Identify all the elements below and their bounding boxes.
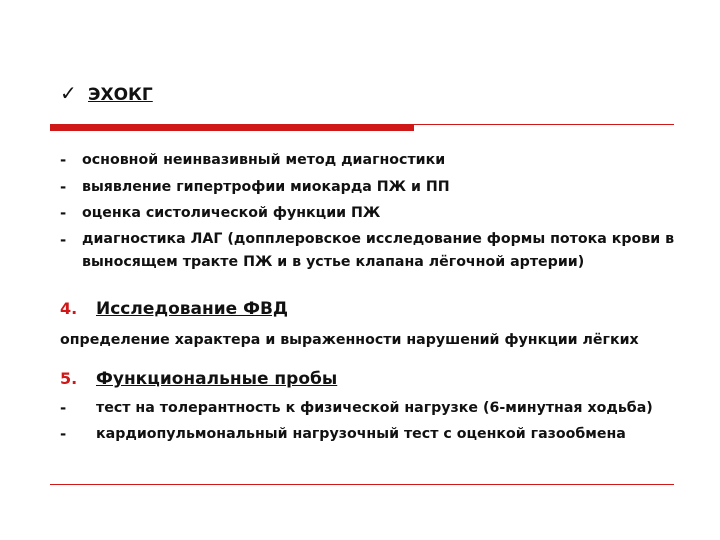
bottom-divider — [50, 484, 674, 485]
section-5-item-1: тест на толерантность к физической нагрузке (6-минутная ходьба) — [96, 400, 653, 416]
bullet-dash: - — [60, 231, 67, 249]
bullet-dash: - — [60, 425, 67, 443]
red-divider-thin — [414, 124, 674, 125]
echo-item-1: основной неинвазивный метод диагностики — [82, 152, 446, 168]
bullet-dash: - — [60, 178, 67, 196]
section-4-text: определение характера и выраженности нарушений функции лёгких — [60, 332, 639, 348]
echo-item-3: оценка систолической функции ПЖ — [82, 205, 381, 221]
echo-heading: ЭХОКГ — [88, 85, 153, 105]
echo-item-4: диагностика ЛАГ (допплеровское исследование формы потока крови в выносящем тракте ПЖ и в устье клапана лёгочной артерии) — [82, 231, 675, 270]
bullet-dash: - — [60, 151, 67, 169]
red-divider-thick — [50, 124, 414, 131]
section-5-item-2: кардиопульмональный нагрузочный тест с оценкой газообмена — [96, 426, 626, 442]
section-4-number: 4. — [60, 299, 78, 318]
bullet-dash: - — [60, 204, 67, 222]
bullet-dash: - — [60, 399, 67, 417]
section-4-title: Исследование ФВД — [96, 299, 289, 319]
section-5-title: Функциональные пробы — [96, 369, 338, 389]
section-5-number: 5. — [60, 369, 78, 388]
checkmark-icon: ✓ — [60, 81, 77, 105]
echo-item-2: выявление гипертрофии миокарда ПЖ и ПП — [82, 179, 450, 195]
